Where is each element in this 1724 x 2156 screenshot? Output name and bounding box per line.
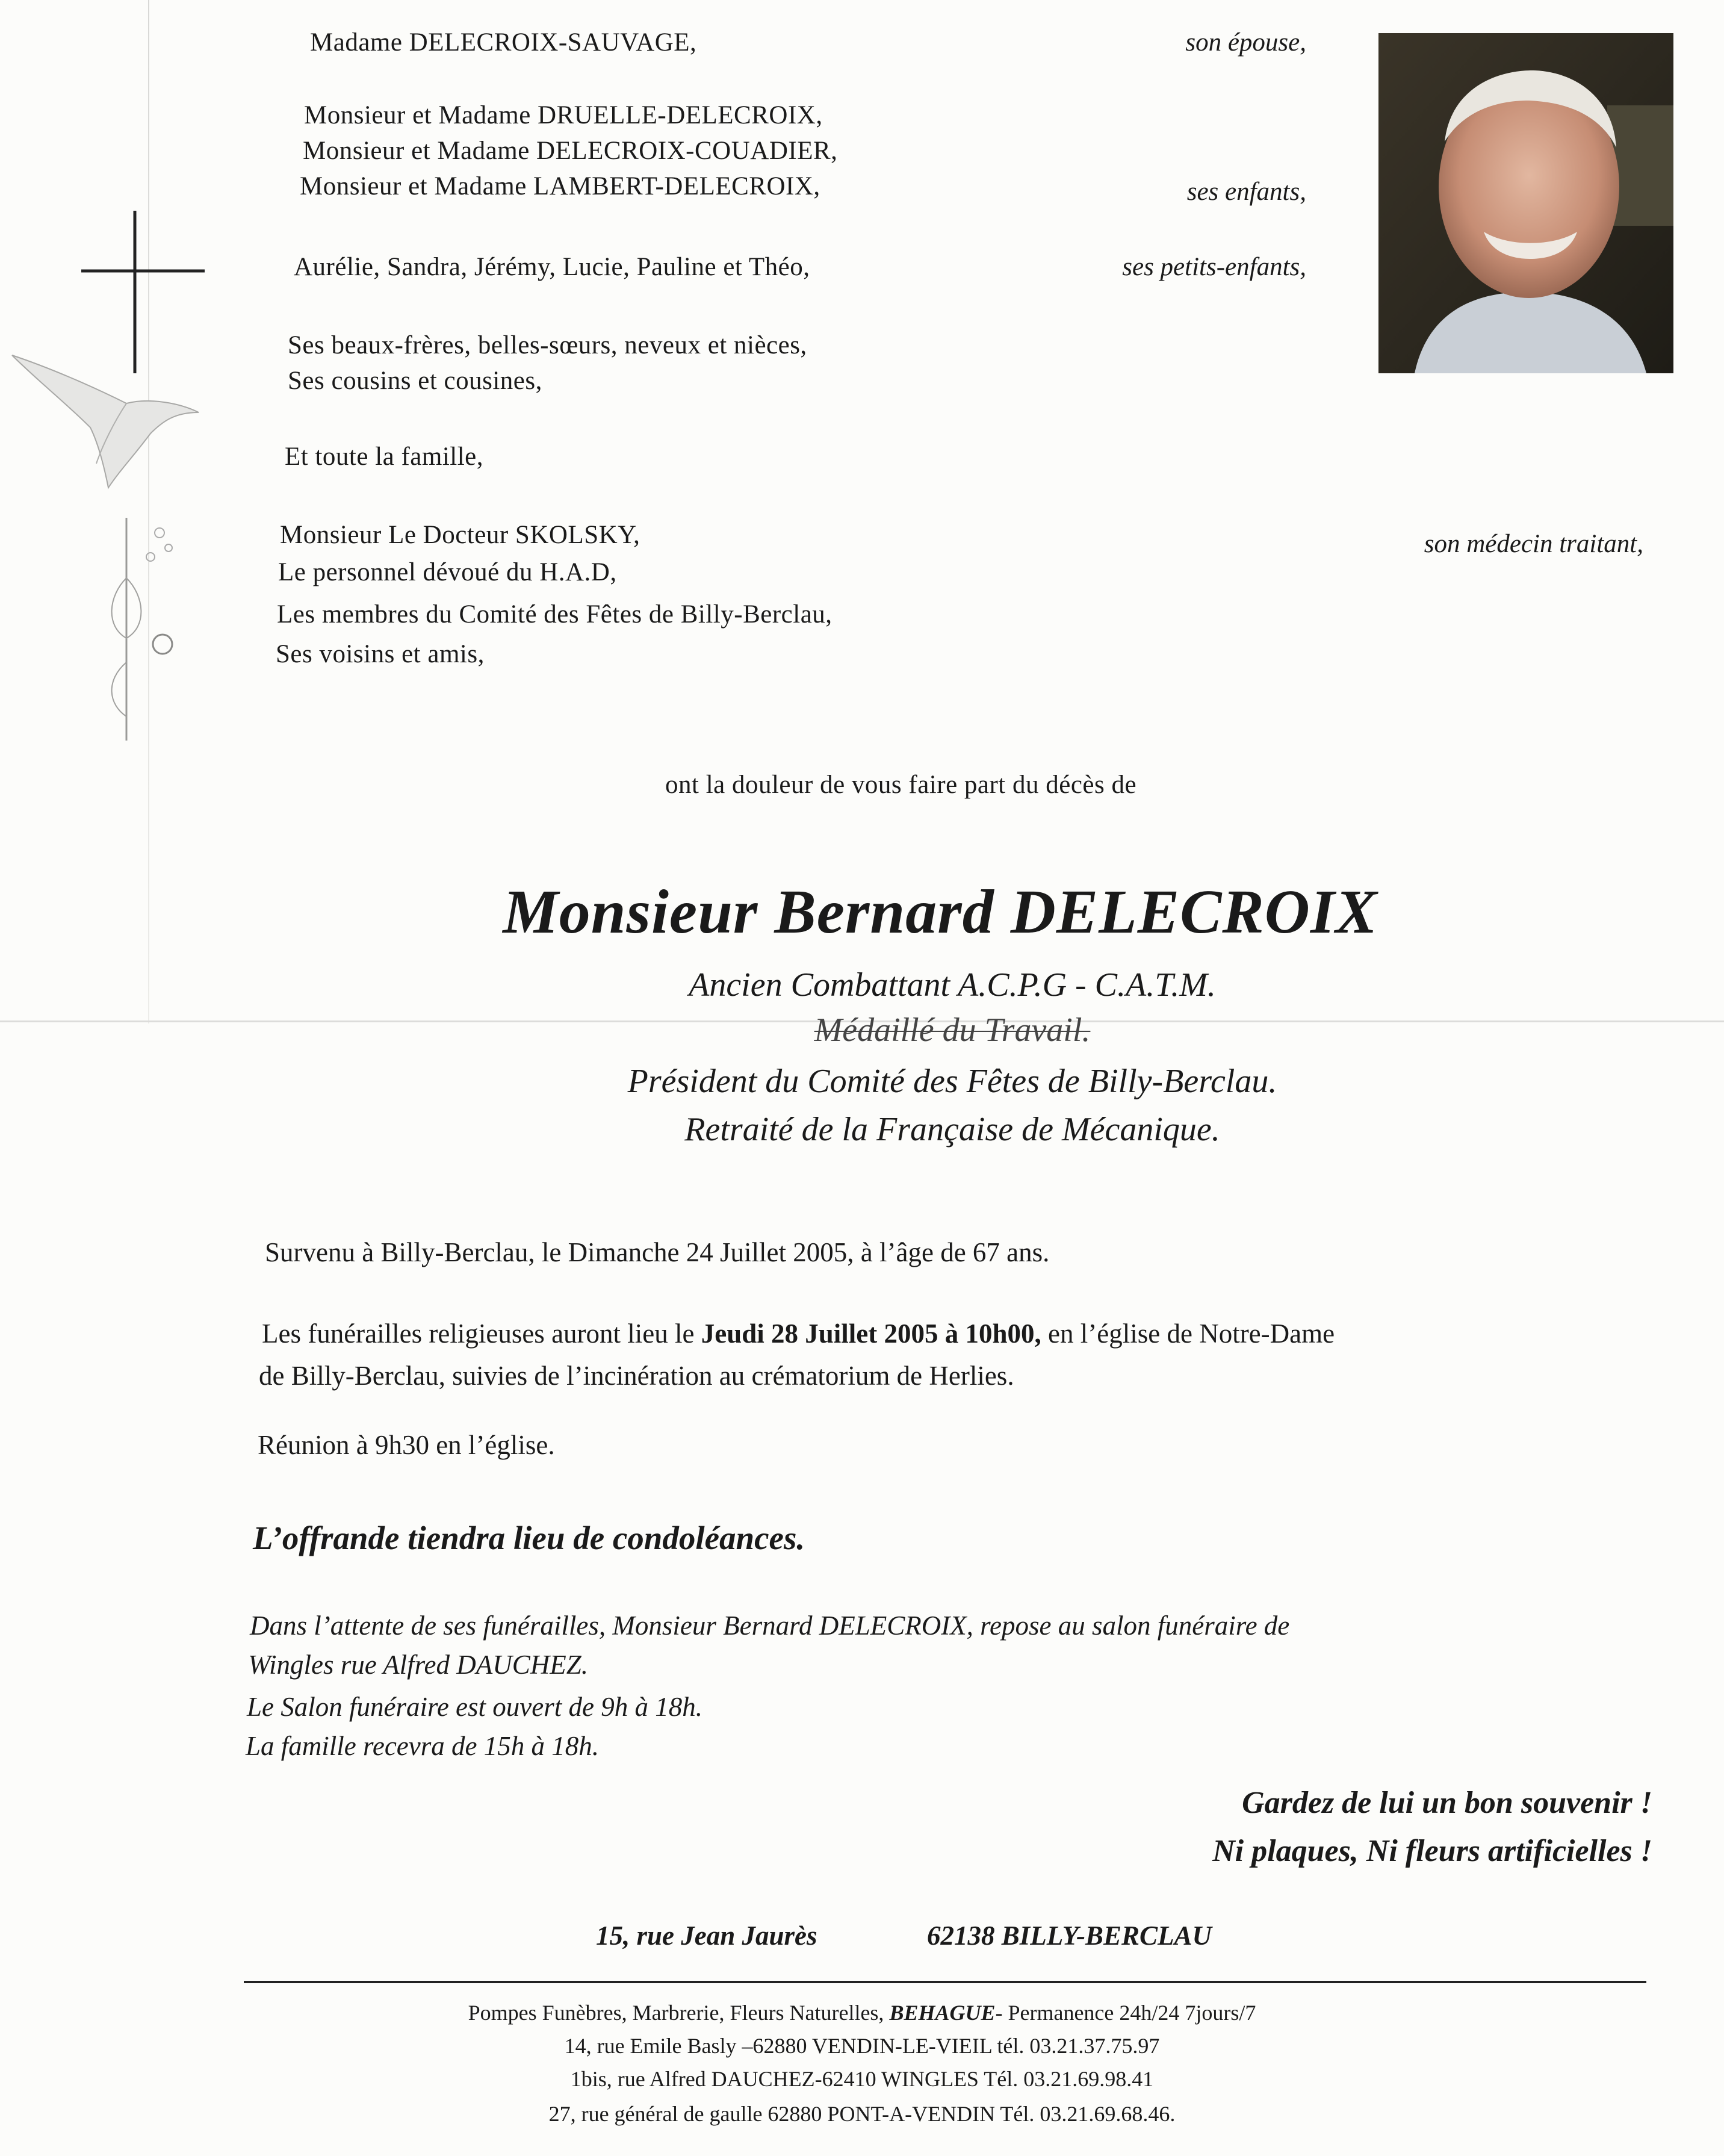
rest-line: Le Salon funéraire est ouvert de 9h à 18h. (247, 1692, 702, 1722)
funeral-pre: Les funérailles religieuses auront lieu le (262, 1319, 701, 1349)
rest-line: Dans l’attente de ses funérailles, Monsieur Bernard DELECROIX, repose au salon funéraire de (250, 1611, 1290, 1641)
offering-notice: L’offrande tiendra lieu de condoléances. (253, 1520, 805, 1556)
funeral-home-line: Pompes Funèbres, Marbrerie, Fleurs Naturelles, BEHAGUE- Permanence 24h/24 7jours/7 (468, 2001, 1256, 2025)
family-line: Ses beaux-frères, belles-sœurs, neveux et nièces, (288, 331, 807, 359)
deceased-title: Médaillé du Travail. (814, 1011, 1091, 1049)
family-line: Aurélie, Sandra, Jérémy, Lucie, Pauline et Théo, (294, 253, 810, 281)
family-role: ses petits-enfants, (1122, 253, 1306, 281)
souvenir-text: Gardez de lui un bon souvenir ! (1242, 1786, 1652, 1820)
family-line: Madame DELECROIX-SAUVAGE, (310, 28, 697, 57)
family-line: Monsieur Le Docteur SKOLSKY, (280, 521, 640, 549)
footer-divider (244, 1981, 1646, 1983)
announcement-text: ont la douleur de vous faire part du décès de (665, 771, 1137, 799)
family-line: Monsieur et Madame DELECROIX-COUADIER, (303, 137, 838, 165)
funeral-home-address: 27, rue général de gaulle 62880 PONT-A-VENDIN Tél. 03.21.69.68.46. (548, 2102, 1176, 2126)
rest-line: Wingles rue Alfred DAUCHEZ. (248, 1650, 588, 1680)
family-line: Ses cousins et cousines, (288, 367, 542, 395)
meeting-notice: Réunion à 9h30 en l’église. (258, 1430, 555, 1460)
funeral-date: Jeudi 28 Juillet 2005 à 10h00, (701, 1319, 1041, 1349)
deceased-title: Président du Comité des Fêtes de Billy-Berclau. (627, 1063, 1277, 1100)
family-line: Le personnel dévoué du H.A.D, (278, 558, 617, 586)
rest-line: La famille recevra de 15h à 18h. (246, 1731, 599, 1761)
funeral-home-address: 14, rue Emile Basly –62880 VENDIN-LE-VIEIL tél. 03.21.37.75.97 (564, 2034, 1160, 2058)
family-line: Et toute la famille, (285, 443, 484, 471)
funeral-home-brand: BEHAGUE (889, 2001, 996, 2025)
family-role: ses enfants, (1186, 178, 1306, 206)
cross-and-dove-icon (0, 205, 229, 747)
funeral-post: en l’église de Notre-Dame (1041, 1319, 1335, 1349)
family-line: Ses voisins et amis, (276, 640, 485, 668)
family-line: Les membres du Comité des Fêtes de Billy-Berclau, (277, 600, 833, 629)
death-notice: Survenu à Billy-Berclau, le Dimanche 24 Juillet 2005, à l’âge de 67 ans. (265, 1237, 1050, 1267)
family-role: son médecin traitant, (1424, 530, 1643, 558)
funeral-home-address: 1bis, rue Alfred DAUCHEZ-62410 WINGLES Tél. 03.21.69.98.41 (570, 2067, 1154, 2091)
funeral-notice (262, 1316, 1335, 1352)
portrait-photo (1378, 33, 1673, 373)
deceased-title: Retraité de la Française de Mécanique. (684, 1111, 1220, 1148)
deceased-title: Ancien Combattant A.C.P.G - C.A.T.M. (689, 966, 1216, 1004)
address-city: 62138 BILLY-BERCLAU (927, 1921, 1212, 1951)
address-street: 15, rue Jean Jaurès (596, 1921, 817, 1951)
funeral-notice-line2: de Billy-Berclau, suivies de l’incinération au crématorium de Herlies. (259, 1361, 1014, 1391)
family-role: son épouse, (1185, 28, 1306, 57)
deceased-name: Monsieur Bernard DELECROIX (503, 877, 1378, 946)
no-flowers-text: Ni plaques, Ni fleurs artificielles ! (1212, 1834, 1652, 1868)
family-line: Monsieur et Madame DRUELLE-DELECROIX, (304, 101, 823, 129)
family-line: Monsieur et Madame LAMBERT-DELECROIX, (300, 172, 820, 200)
